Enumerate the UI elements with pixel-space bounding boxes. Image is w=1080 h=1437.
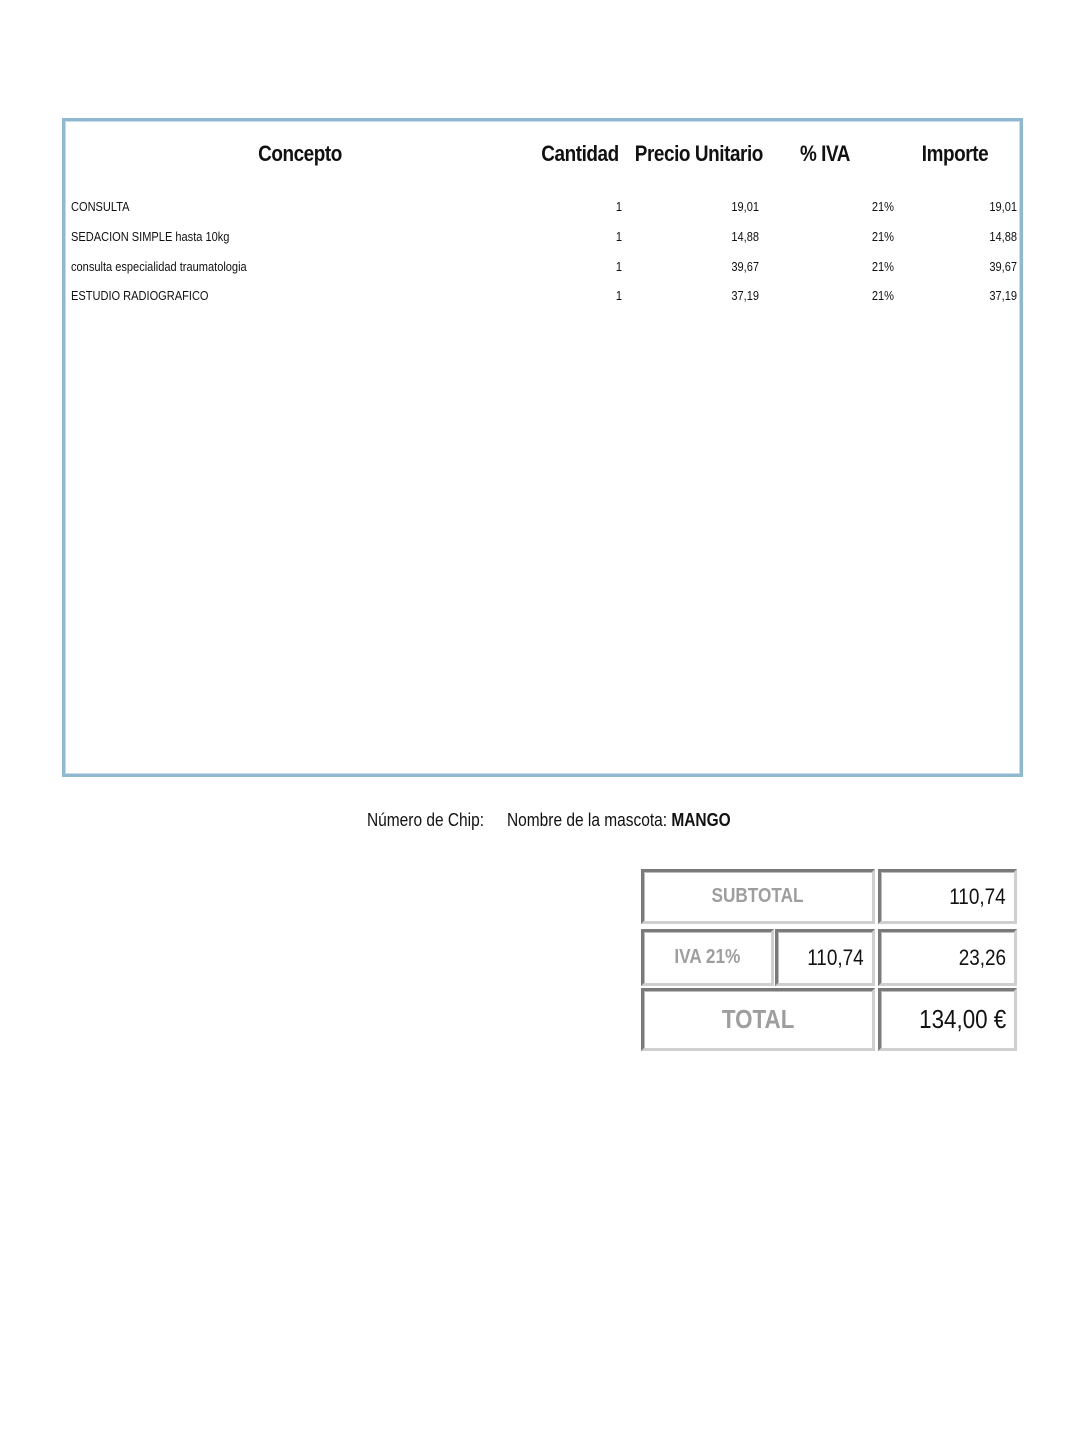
cropped-header-text: [330, 0, 550, 2]
cell-precio: 14,88: [731, 229, 759, 244]
invoice-items-table: [62, 118, 1023, 777]
table-row: [69, 229, 1017, 251]
cell-concepto: SEDACION SIMPLE hasta 10kg: [71, 229, 230, 244]
subtotal-value-box: [878, 869, 1017, 924]
cell-importe: 39,67: [989, 259, 1017, 274]
header-cantidad: Cantidad: [541, 141, 619, 166]
table-row: [69, 288, 1017, 310]
cell-precio: 37,19: [731, 288, 759, 303]
total-label: TOTAL: [721, 1004, 795, 1034]
cell-cantidad: 1: [615, 288, 623, 303]
cell-precio: 19,01: [731, 199, 759, 214]
cell-precio: 39,67: [731, 259, 759, 274]
cell-iva: 21%: [871, 259, 894, 274]
cell-cantidad: 1: [615, 259, 623, 274]
iva-value-box: [878, 929, 1017, 986]
subtotal-label: SUBTOTAL: [711, 885, 805, 907]
header-importe: Importe: [921, 141, 989, 166]
total-value: 134,00 €: [918, 1004, 1006, 1034]
chip-number-label: Número de Chip:: [367, 810, 485, 830]
cell-cantidad: 1: [615, 199, 623, 214]
iva-base-value: 110,74: [807, 944, 864, 970]
pet-name-label: Nombre de la mascota:: [507, 810, 672, 830]
cell-importe: 14,88: [989, 229, 1017, 244]
header-concepto: Concepto: [258, 141, 342, 166]
cell-iva: 21%: [871, 288, 894, 303]
header-iva: % IVA: [799, 141, 851, 166]
table-row: [69, 199, 1017, 221]
total-value-box: [878, 988, 1017, 1051]
subtotal-value: 110,74: [949, 883, 1006, 909]
header-precio-unitario: Precio Unitario: [634, 141, 763, 166]
cell-concepto: consulta especialidad traumatologia: [71, 259, 247, 274]
cell-concepto: ESTUDIO RADIOGRAFICO: [71, 288, 209, 303]
cell-iva: 21%: [871, 229, 894, 244]
total-label-box: [641, 988, 875, 1051]
iva-amount-value: 23,26: [958, 944, 1006, 970]
cell-cantidad: 1: [615, 229, 623, 244]
subtotal-label-box: [641, 869, 875, 924]
cell-importe: 19,01: [989, 199, 1017, 214]
cell-importe: 37,19: [989, 288, 1017, 303]
cell-concepto: CONSULTA: [71, 199, 130, 214]
cell-iva: 21%: [871, 199, 894, 214]
iva-base-box: [775, 929, 875, 986]
iva-label-box: [641, 929, 774, 986]
pet-name-value: MANGO: [671, 810, 731, 830]
iva-label: IVA 21%: [674, 946, 741, 968]
table-row: [69, 259, 1017, 281]
pet-name-line: [507, 810, 731, 831]
